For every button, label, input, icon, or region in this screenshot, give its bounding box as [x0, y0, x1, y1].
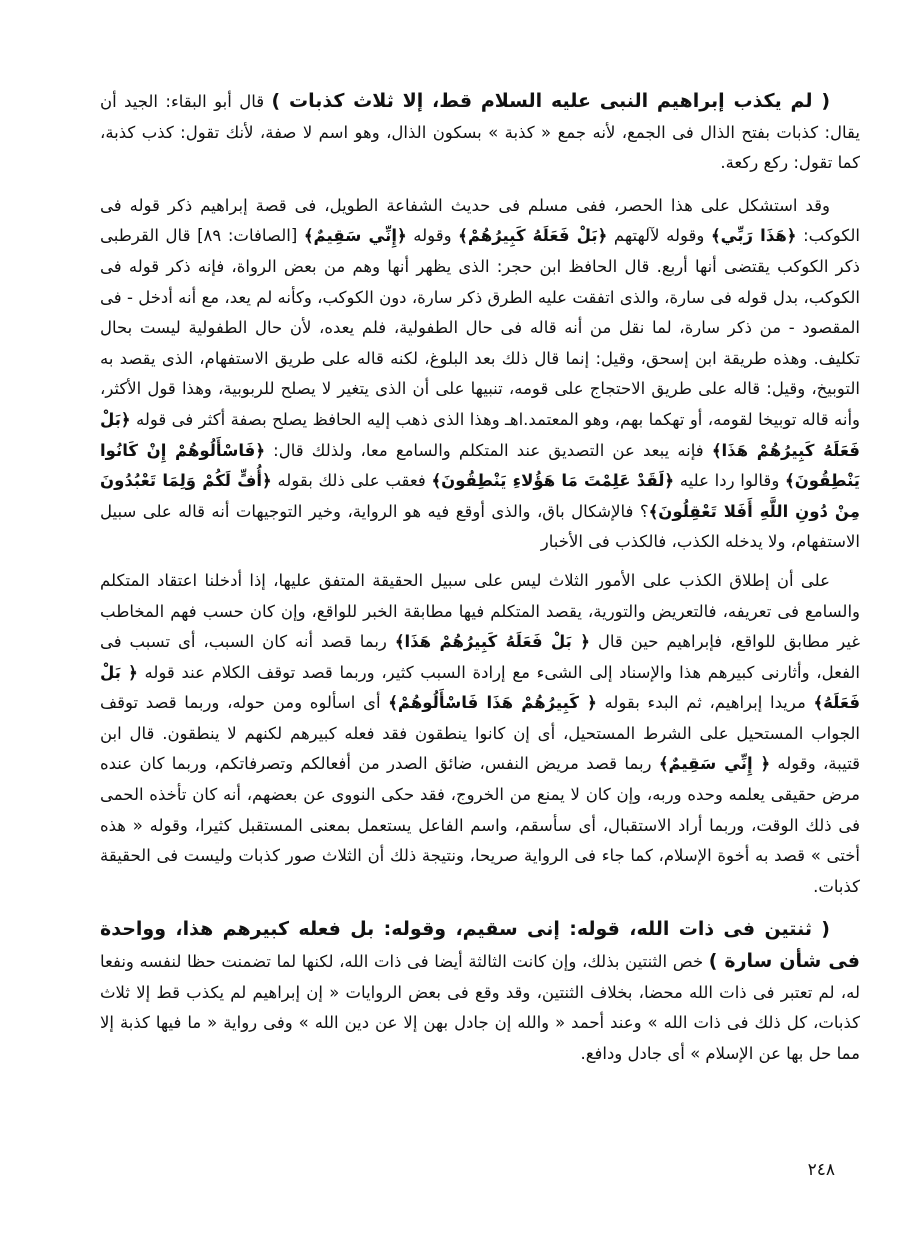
text-segment: وقوله [406, 226, 459, 246]
text-segment: وقوله لآلهتهم [607, 226, 711, 246]
text-segment: وقد استشكل على هذا الحصر، ففى مسلم فى حديث الشفاعة الطويل، فى قصة إبراهيم ذكر قوله فى الكوكب: [100, 195, 860, 246]
quran-quote: ﴿فَاسْأَلُوهُمْ إِنْ كَانُوا يَنْطِقُونَ﴾ [100, 440, 861, 491]
text-segment: أى اسألوه ومن حوله، وربما قصد توقف الجواب المستحيل على الشرط المستحيل، أى إن كانوا ينطقون فقد فعله كبيرهم لكنهم لا ينطقون. قال ابن قتيبة، وقوله [100, 693, 860, 774]
paragraph-text: قال أبو البقاء: الجيد أن يقال: كذبات بفتح الذال فى الجمع، لأنه جمع « كذبة » بسكون الذال، وهو اسم لا صفة، لأنك تقول: كذب كذبة، كما تقول: ركع ركعة. [100, 92, 860, 173]
text-segment: ؟ فالإشكال باق، والذى أوقع فيه هو الرواية، وخير التوجيهات أنه قاله على سبيل الاستفهام، ولا يدخله الكذب، فالكذب فى الأخبار [100, 501, 860, 552]
quran-quote: ﴿إِنِّي سَقِيمٌ﴾ [303, 226, 407, 246]
quran-quote: ﴿ كَبِيرُهُمْ هَذَا فَاسْأَلُوهُمْ﴾ [388, 693, 597, 713]
text-segment: [الصافات: ٨٩] قال القرطبى ذكر الكوكب يقتضى أنها أربع. قال الحافظ ابن حجر: الذى يظهر أنها وهم من بعض الرواة، فإنه ذكر قوله فى الكوكب، بدل قوله فى سارة، والذى اتفقت عليه الطرق ذكر سارة، دون الكوكب، وكأنه لم يعد، مع أنه أدخل - فى المقصود - من ذكر سارة، لما نقل من أنه قاله فى حال الطفولية، فلم يعده، لأن حال الطفولية ليست بحال تكليف. وهذه طريقة ابن إسحق، وقيل: إنما قال ذلك بعد البلوغ، لكنه قاله على طريق الاستفهام، الذى يقصد به التوبيخ، وقيل: قاله على طريق الاحتجاج على قومه، تنبيها على أن الذى يتغير لا يصلح للربوبية، وهذا قول الأكثر، وأنه قاله توبيخا لقومه، أو تهكما بهم، وهو المعتمد.اهـ وهذا الذى ذهب إليه الحافظ يصلح بصفة أكثر فى قوله [100, 226, 860, 429]
paragraph-3 [100, 566, 860, 903]
paragraph-2 [100, 191, 860, 558]
text-segment: وقالوا ردا عليه [674, 471, 786, 491]
quran-quote: ﴿أُفٍّ لَكُمْ وَلِمَا تَعْبُدُونَ مِنْ دُونِ اللَّهِ أَفَلا تَعْقِلُونَ﴾ [100, 471, 860, 521]
text-segment: فعقب على ذلك بقوله [271, 471, 432, 491]
quran-quote: ﴿ إِنِّي سَقِيمٌ﴾ [658, 754, 771, 774]
quran-quote: ﴿بَلْ فَعَلَهُ كَبِيرُهُمْ﴾ [458, 226, 608, 246]
quran-quote: ﴿بَلْ فَعَلَهُ كَبِيرُهُمْ هَذَا﴾ [100, 409, 860, 460]
hadith-heading: ( ثنتين فى ذات الله، قوله: إنى سقيم، وقوله: بل فعله كبيرهم هذا، وواحدة فى شأن سارة ) [100, 918, 860, 973]
page-number: ٢٤٨ [807, 1160, 835, 1180]
hadith-heading: ( لم يكذب إبراهيم النبى عليه السلام قط، إلا ثلاث كذبات ) [271, 90, 831, 112]
document-page [100, 86, 860, 1069]
quran-quote: ﴿هَذَا رَبِّي﴾ [710, 226, 797, 246]
quran-quote: ﴿ بَلْ فَعَلَهُ﴾ [100, 662, 860, 713]
quran-quote: ﴿ بَلْ فَعَلَهُ كَبِيرُهُمْ هَذَا﴾ [394, 632, 590, 652]
paragraph-text: خص الثنتين بذلك، وإن كانت الثالثة أيضا فى ذات الله، لكنها لما تضمنت حظا لنفسه ونفعا له، لم تعتبر فى ذات الله محضا، بخلاف الثنتين، وقد وقع فى بعض الروايات « إن إبراهيم لم يكذب قط إلا ثلاث كذبات، كل ذلك فى ذات الله » وعند أحمد « والله إن جادل بهن إلا عن دين الله » وفى رواية « ما فيها كذبة إلا مما حل بها عن الإسلام » أى جادل ودافع. [100, 952, 860, 1063]
paragraph-4 [100, 914, 860, 1069]
text-segment: مريدا إبراهيم، ثم البدء بقوله [596, 693, 814, 713]
text-segment: فإنه يبعد عن التصديق عند المتكلم والسامع معا، ولذلك قال: [265, 440, 712, 460]
text-segment: على أن إطلاق الكذب على الأمور الثلاث ليس على سبيل الحقيقة المتفق عليها، إذا أدخلنا اعتقاد المتكلم والسامع فى تعريفه، فالتعريض والتورية، يقصد المتكلم فيها مطابقة الخبر للواقع، وإن كان حسب فهم المخاطب غير مطابق للواقع، فإبراهيم حين قال [100, 570, 860, 652]
text-segment: ربما قصد أنه كان السبب، أى تسبب فى الفعل، وأثارنى كبيرهم هذا والإسناد إلى الشىء مع إرادة السبب كثير، وربما قصد توقف الكلام عند قوله [100, 632, 860, 682]
text-segment: ربما قصد مريض النفس، ضائق الصدر من أفعالكم وتصرفاتكم، وربما كان عنده مرض حقيقى يعلمه وحده وربه، وإن كان لا يمنع من الخروج، فقد حكى النووى عن بعضهم، أنه كان تأخذه الحمى فى ذلك الوقت، وربما أراد الاستقبال، أى سأسقم، واسم الفاعل يستعمل بمعنى المستقبل كثيرا، وقوله « هذه أختى » قصد به أخوة الإسلام، كما جاء فى الرواية صريحا، ونتيجة ذلك أن الثلاث صور كذبات وليست فى الحقيقة كذبات. [100, 754, 860, 896]
paragraph-1 [100, 86, 860, 179]
quran-quote: ﴿لَقَدْ عَلِمْتَ مَا هَؤُلاءِ يَنْطِقُونَ﴾ [431, 471, 675, 491]
